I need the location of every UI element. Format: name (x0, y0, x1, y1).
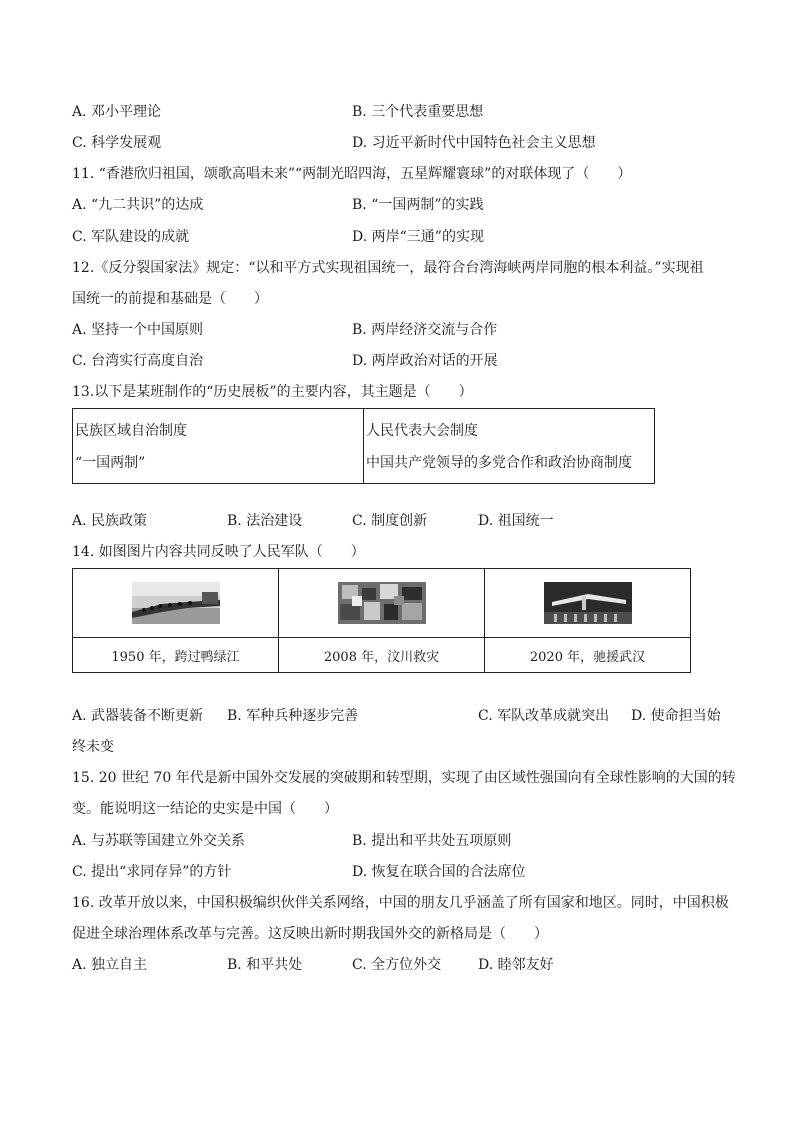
photo-caption-1: 1950 年，跨过鸭绿江 (73, 638, 279, 673)
q12-option-a: A. 坚持一个中国原则 (72, 322, 204, 338)
q16-option-a: A. 独立自主 (72, 957, 148, 973)
q16-stem-line2: 促进全球治理体系改革与完善。这反映出新时期我国外交的新格局是（ ） (72, 926, 548, 942)
q13-option-a: A. 民族政策 (72, 513, 148, 529)
river-crossing-photo (132, 582, 220, 624)
history-board-table (72, 408, 655, 484)
q10-option-b: B. 三个代表重要思想 (352, 104, 484, 120)
q16-stem-line1: 16. 改革开放以来，中国积极编织伙伴关系网络，中国的朋友几乎涵盖了所有国家和地区。同时，中国积极 (72, 895, 729, 911)
photo-caption-3: 2020 年，驰援武汉 (485, 638, 691, 673)
q11-option-d: D. 两岸“三通”的实现 (352, 229, 484, 245)
q13-option-c: C. 制度创新 (352, 513, 428, 529)
q11-option-c: C. 军队建设的成就 (72, 229, 190, 245)
board-right-cell (364, 409, 655, 484)
q16-option-b: B. 和平共处 (227, 957, 303, 973)
q14-option-c: C. 军队改革成就突出 (478, 708, 610, 724)
q12-option-d: D. 两岸政治对话的开展 (352, 353, 498, 369)
q15-option-c: C. 提出“求同存异”的方针 (72, 864, 232, 880)
q14-stem: 14. 如图图片内容共同反映了人民军队（ ） (72, 544, 365, 560)
q16-option-d: D. 睦邻友好 (478, 957, 554, 973)
photo-caption-2: 2008 年，汶川救灾 (279, 638, 485, 673)
board-right-item-2: 中国共产党领导的多党合作和政治协商制度 (366, 455, 632, 471)
q10-option-a: A. 邓小平理论 (72, 104, 162, 120)
q16-option-c: C. 全方位外交 (352, 957, 442, 973)
q12-stem-line2: 国统一的前提和基础是（ ） (72, 291, 268, 307)
q11-option-a: A. “九二共识”的达成 (72, 197, 204, 213)
q11-stem: 11. “香港欣归祖国，颂歌高唱未来”“两制光昭四海，五星辉耀寰球”的对联体现了（ ） (72, 166, 632, 182)
photo-cell-2 (279, 569, 485, 638)
q15-option-d: D. 恢复在联合国的合法席位 (352, 864, 526, 880)
board-left-item-1: 民族区域自治制度 (75, 423, 187, 439)
q15-stem-line2: 变。能说明这一结论的史实是中国（ ） (72, 801, 338, 817)
q12-option-c: C. 台湾实行高度自治 (72, 353, 204, 369)
board-left-cell (73, 409, 364, 484)
photo-cell-3 (485, 569, 691, 638)
board-left-item-2: “一国两制” (75, 455, 146, 471)
photo-cell-1 (73, 569, 279, 638)
q15-stem-line1: 15. 20 世纪 70 年代是新中国外交发展的突破期和转型期，实现了由区域性强国向有全球性影响的大国的转 (72, 770, 736, 786)
q13-stem: 13.以下是某班制作的“历史展板”的主要内容，其主题是（ ） (72, 384, 473, 400)
q14-option-d: D. 使命担当始 (631, 708, 721, 724)
q11-option-b: B. “一国两制”的实践 (352, 197, 484, 213)
q10-option-d: D. 习近平新时代中国特色社会主义思想 (352, 135, 596, 151)
q15-option-a: A. 与苏联等国建立外交关系 (72, 833, 246, 849)
q12-stem-line1: 12.《反分裂国家法》规定：“以和平方式实现祖国统一，最符合台湾海峡两岸同胞的根本利益。”实现祖 (72, 260, 704, 276)
q14-option-b: B. 军种兵种逐步完善 (227, 708, 359, 724)
q12-option-b: B. 两岸经济交流与合作 (352, 322, 498, 338)
q13-option-b: B. 法治建设 (227, 513, 303, 529)
q14-option-d-continued: 终未变 (72, 739, 114, 755)
q10-option-c: C. 科学发展观 (72, 135, 162, 151)
q13-option-d: D. 祖国统一 (478, 513, 554, 529)
q15-option-b: B. 提出和平共处五项原则 (352, 833, 512, 849)
photo-table (72, 568, 691, 673)
q14-option-a: A. 武器装备不断更新 (72, 708, 204, 724)
wuhan-aid-photo (544, 582, 632, 624)
disaster-relief-photo (338, 582, 426, 624)
board-right-item-1: 人民代表大会制度 (366, 423, 478, 439)
